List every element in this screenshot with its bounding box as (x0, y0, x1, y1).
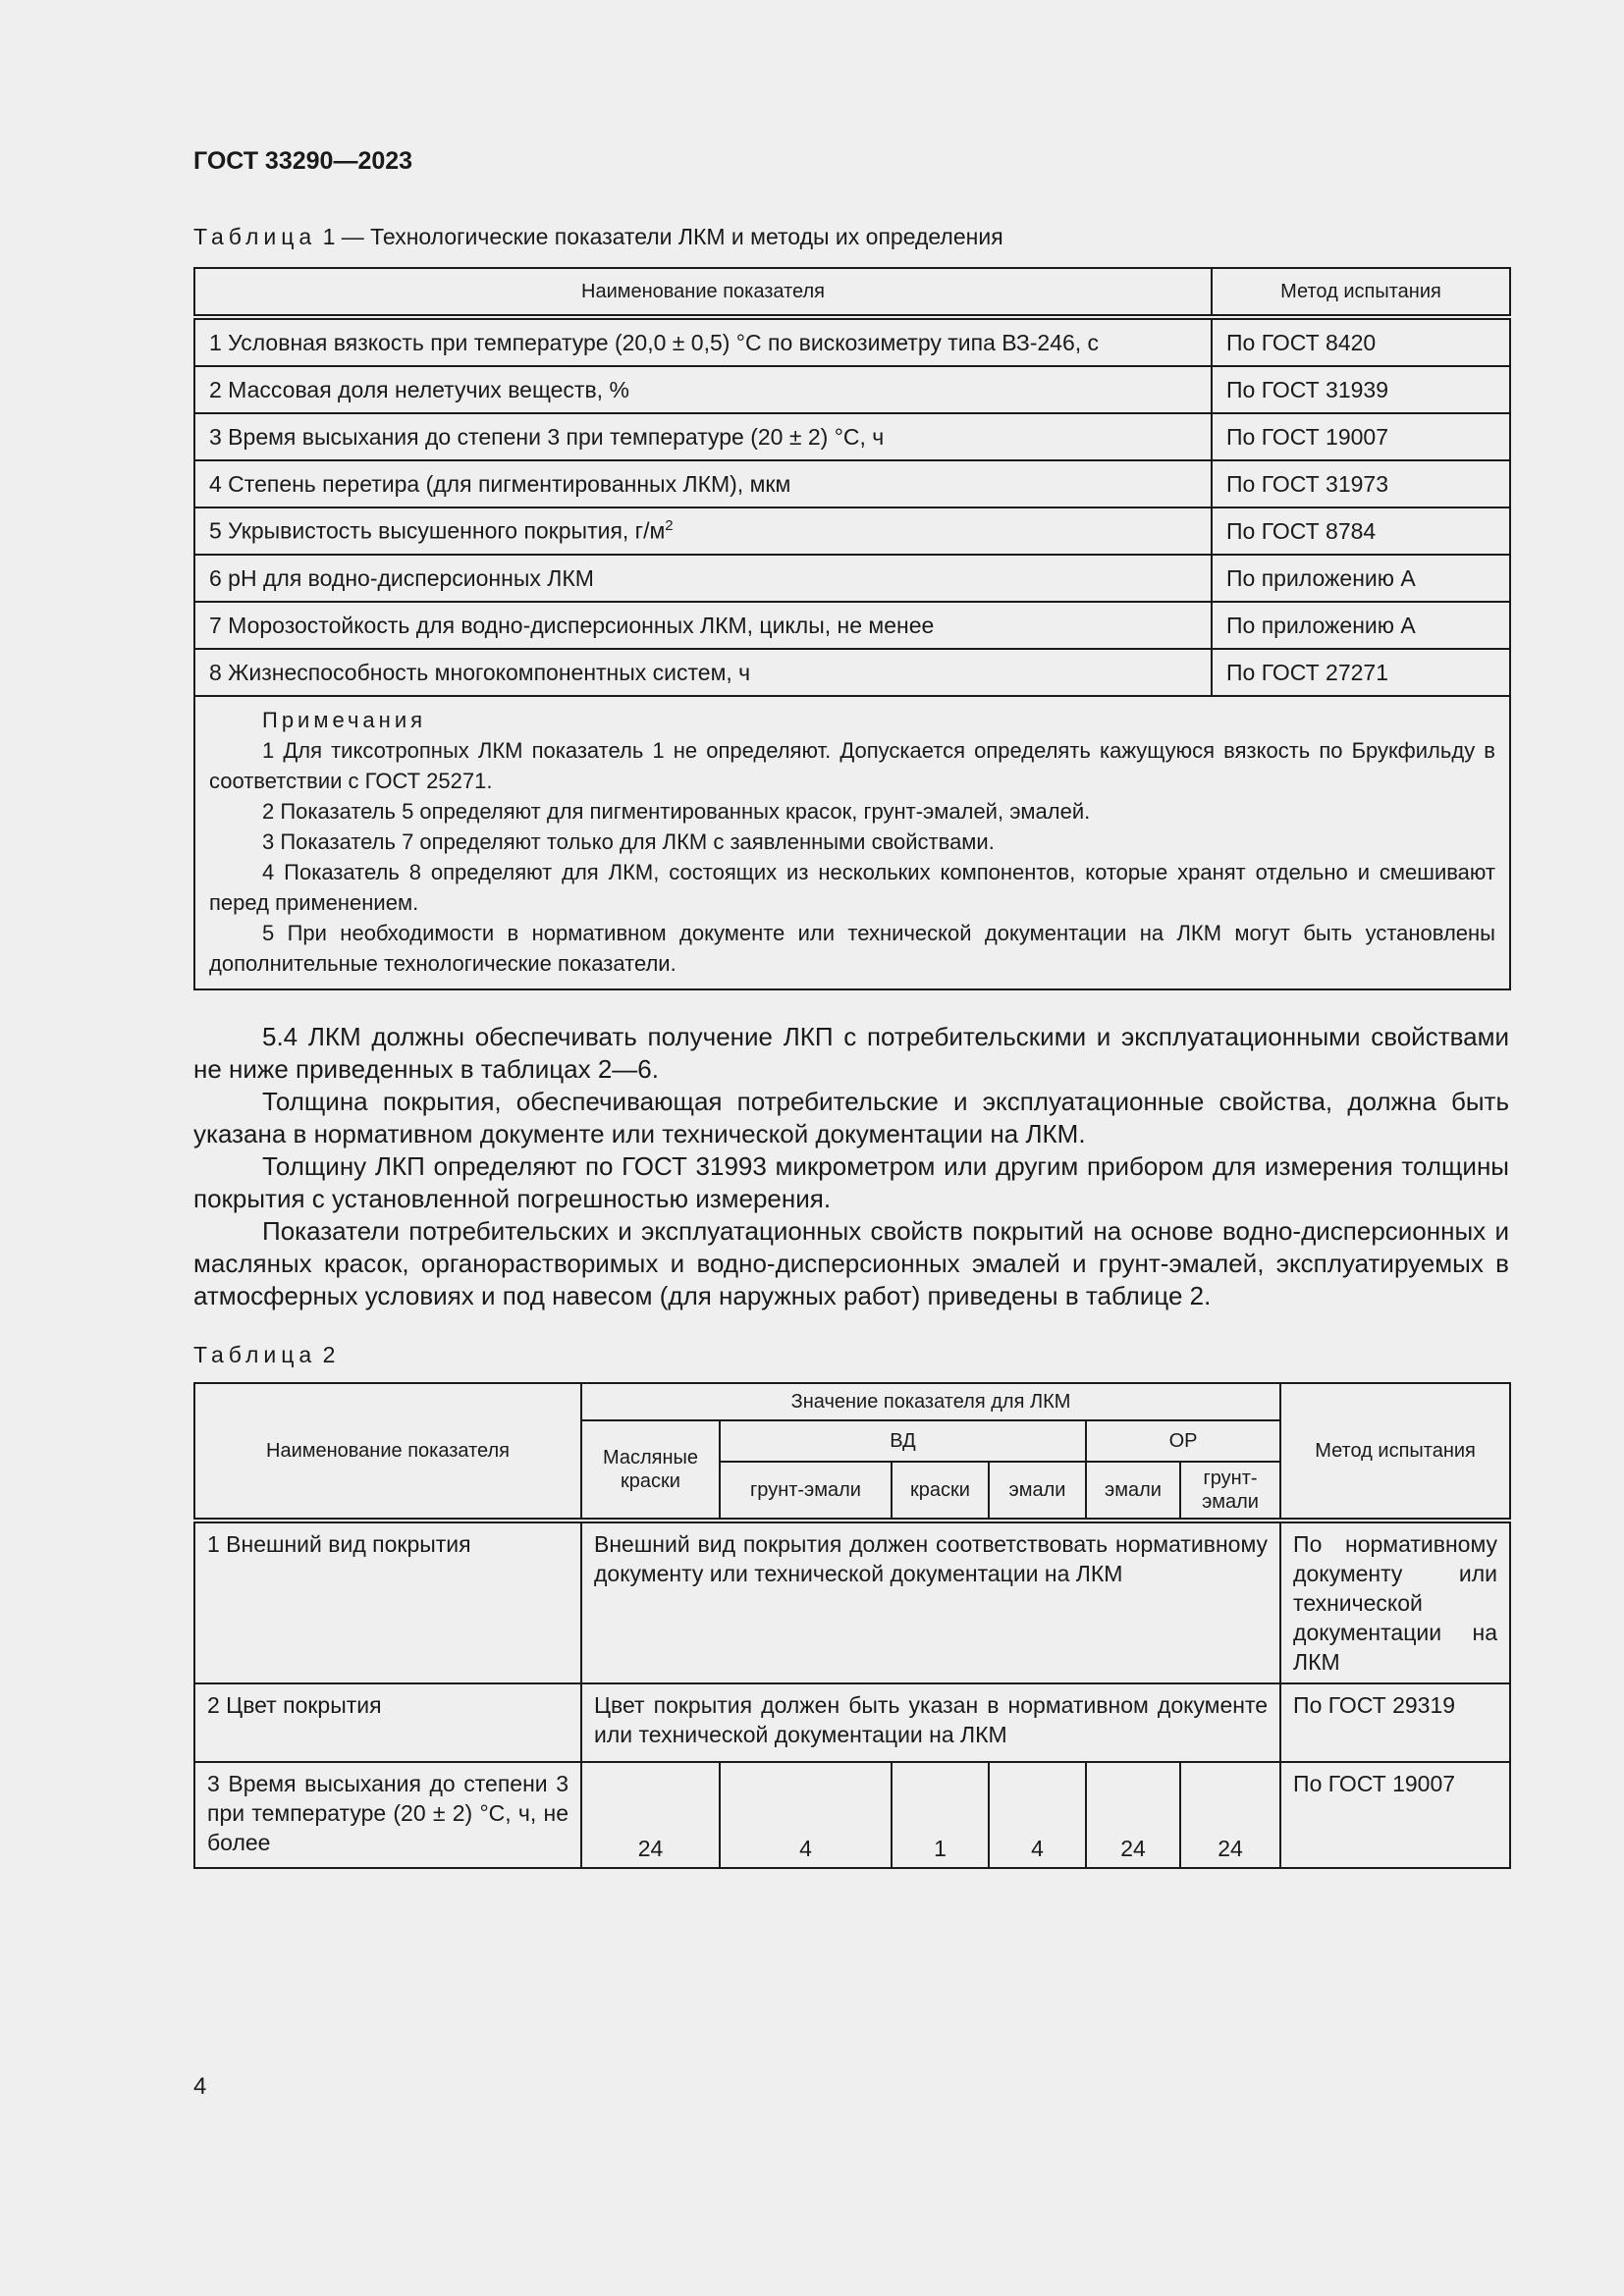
table1-notes (194, 696, 1510, 989)
table-row (194, 317, 1510, 366)
row-method: По ГОСТ 8420 (1212, 317, 1510, 366)
table-row (194, 555, 1510, 602)
value-vd-primer: 4 (720, 1762, 892, 1868)
note-item: 4 Показатель 8 определяют для ЛКМ, состоящих из нескольких компонентов, которые хранят отдельно и смешивают перед применением. (209, 860, 1495, 915)
paragraph: Толщина покрытия, обеспечивающая потребительские и эксплуатационные свойства, должна быть указана в нормативном документе или технической документации на ЛКМ. (193, 1087, 1509, 1148)
table2-col-vd-enamel: эмали (989, 1462, 1086, 1521)
row-method: По ГОСТ 29319 (1280, 1683, 1510, 1762)
row-method: По приложению А (1212, 602, 1510, 649)
row-name-cell (194, 507, 1212, 555)
table-row (194, 649, 1510, 696)
row-name: 1 Внешний вид покрытия (194, 1521, 581, 1683)
row-name: 4 Степень перетира (для пигментированных ЛКМ), мкм (194, 460, 1212, 507)
table2-caption-word: Таблица (193, 1342, 317, 1367)
table1-caption-word: Таблица (193, 224, 317, 249)
table2-col-or: ОР (1086, 1420, 1280, 1462)
note-item: 2 Показатель 5 определяют для пигментированных красок, грунт-эмалей, эмалей. (262, 799, 1091, 824)
table1-col-name: Наименование показателя (194, 268, 1212, 317)
table-row (194, 602, 1510, 649)
row-name: 5 Укрывистость высушенного покрытия, г/м (209, 517, 666, 544)
note-item: 3 Показатель 7 определяют только для ЛКМ с заявленными свойствами. (262, 829, 995, 854)
table-row (194, 507, 1510, 555)
row-name: 2 Массовая доля нелетучих веществ, % (194, 366, 1212, 413)
table2-col-value-group: Значение показателя для ЛКМ (581, 1383, 1280, 1420)
row-name: 8 Жизнеспособность многокомпонентных систем, ч (194, 649, 1212, 696)
note-item: 5 При необходимости в нормативном документе или технической документации на ЛКМ могут быть установлены дополнительные технологические показатели. (209, 921, 1495, 976)
notes-title: Примечания (262, 708, 427, 732)
table1-caption (193, 224, 1003, 250)
row-name: 2 Цвет покрытия (194, 1683, 581, 1762)
row-method: По ГОСТ 8784 (1212, 507, 1510, 555)
table2 (193, 1382, 1511, 1869)
row-method: По ГОСТ 19007 (1212, 413, 1510, 460)
value-vd-enamel: 4 (989, 1762, 1086, 1868)
table2-col-or-primer: грунт-эмали (1180, 1462, 1280, 1521)
row-name: 7 Морозостойкость для водно-дисперсионных ЛКМ, циклы, не менее (194, 602, 1212, 649)
page-number: 4 (193, 2073, 207, 2100)
table2-col-name: Наименование показателя (194, 1383, 581, 1521)
table1-header-row (194, 268, 1510, 317)
row-name: 6 pH для водно-дисперсионных ЛКМ (194, 555, 1212, 602)
row-name: 1 Условная вязкость при температуре (20,0 ± 0,5) °C по вискозиметру типа ВЗ-246, с (194, 317, 1212, 366)
table1 (193, 267, 1511, 990)
paragraph: 5.4 ЛКМ должны обеспечивать получение ЛКП с потребительскими и эксплуатационными свойствами не ниже приведенных в таблицах 2—6. (193, 1022, 1509, 1084)
table2-col-vd-paint: краски (892, 1462, 989, 1521)
table2-col-method: Метод испытания (1280, 1383, 1510, 1521)
body-text (193, 1021, 1509, 1312)
row-name: 3 Время высыхания до степени 3 при температуре (20 ± 2) °C, ч (194, 413, 1212, 460)
superscript: 2 (665, 517, 674, 535)
value-or-enamel: 24 (1086, 1762, 1180, 1868)
table-row (194, 366, 1510, 413)
row-method: По нормативному документу или технической документации на ЛКМ (1280, 1521, 1510, 1683)
table1-col-method: Метод испытания (1212, 268, 1510, 317)
row-name: 3 Время высыхания до степени 3 при температуре (20 ± 2) °C, ч, не более (194, 1762, 581, 1868)
table-row (194, 413, 1510, 460)
value-oil: 24 (581, 1762, 720, 1868)
paragraph: Показатели потребительских и эксплуатационных свойств покрытий на основе водно-дисперсионных и масляных красок, органорастворимых и водно-дисперсионных эмалей и грунт-эмалей, эксплуатируемых в атмосферных условиях и под навесом (для наружных работ) приведены в таблице 2. (193, 1216, 1509, 1310)
table1-notes-row (194, 696, 1510, 989)
row-value: Внешний вид покрытия должен соответствовать нормативному документу или технической документации на ЛКМ (581, 1521, 1280, 1683)
document-header: ГОСТ 33290—2023 (193, 147, 413, 175)
table2-col-or-enamel: эмали (1086, 1462, 1180, 1521)
row-method: По ГОСТ 27271 (1212, 649, 1510, 696)
table-row (194, 460, 1510, 507)
table-row (194, 1521, 1510, 1683)
row-value: Цвет покрытия должен быть указан в нормативном документе или технической документации на ЛКМ (581, 1683, 1280, 1762)
row-method: По приложению А (1212, 555, 1510, 602)
table2-col-vd: ВД (720, 1420, 1086, 1462)
table-row (194, 1762, 1510, 1868)
table2-col-oil: Масляные краски (581, 1420, 720, 1521)
note-item: 1 Для тиксотропных ЛКМ показатель 1 не определяют. Допускается определять кажущуюся вязкость по Брукфильду в соответствии с ГОСТ 25271. (209, 738, 1495, 793)
table2-header-row-1 (194, 1383, 1510, 1420)
row-method: По ГОСТ 31939 (1212, 366, 1510, 413)
row-method: По ГОСТ 31973 (1212, 460, 1510, 507)
value-or-primer: 24 (1180, 1762, 1280, 1868)
table2-caption-number: 2 (316, 1342, 336, 1367)
table1-caption-title: 1 — Технологические показатели ЛКМ и методы их определения (316, 224, 1003, 249)
value-vd-paint: 1 (892, 1762, 989, 1868)
table2-col-vd-primer: грунт-эмали (720, 1462, 892, 1521)
table2-caption (193, 1342, 335, 1368)
row-method: По ГОСТ 19007 (1280, 1762, 1510, 1868)
paragraph: Толщину ЛКП определяют по ГОСТ 31993 микрометром или другим прибором для измерения толщины покрытия с установленной погрешностью измерения. (193, 1151, 1509, 1213)
table-row (194, 1683, 1510, 1762)
